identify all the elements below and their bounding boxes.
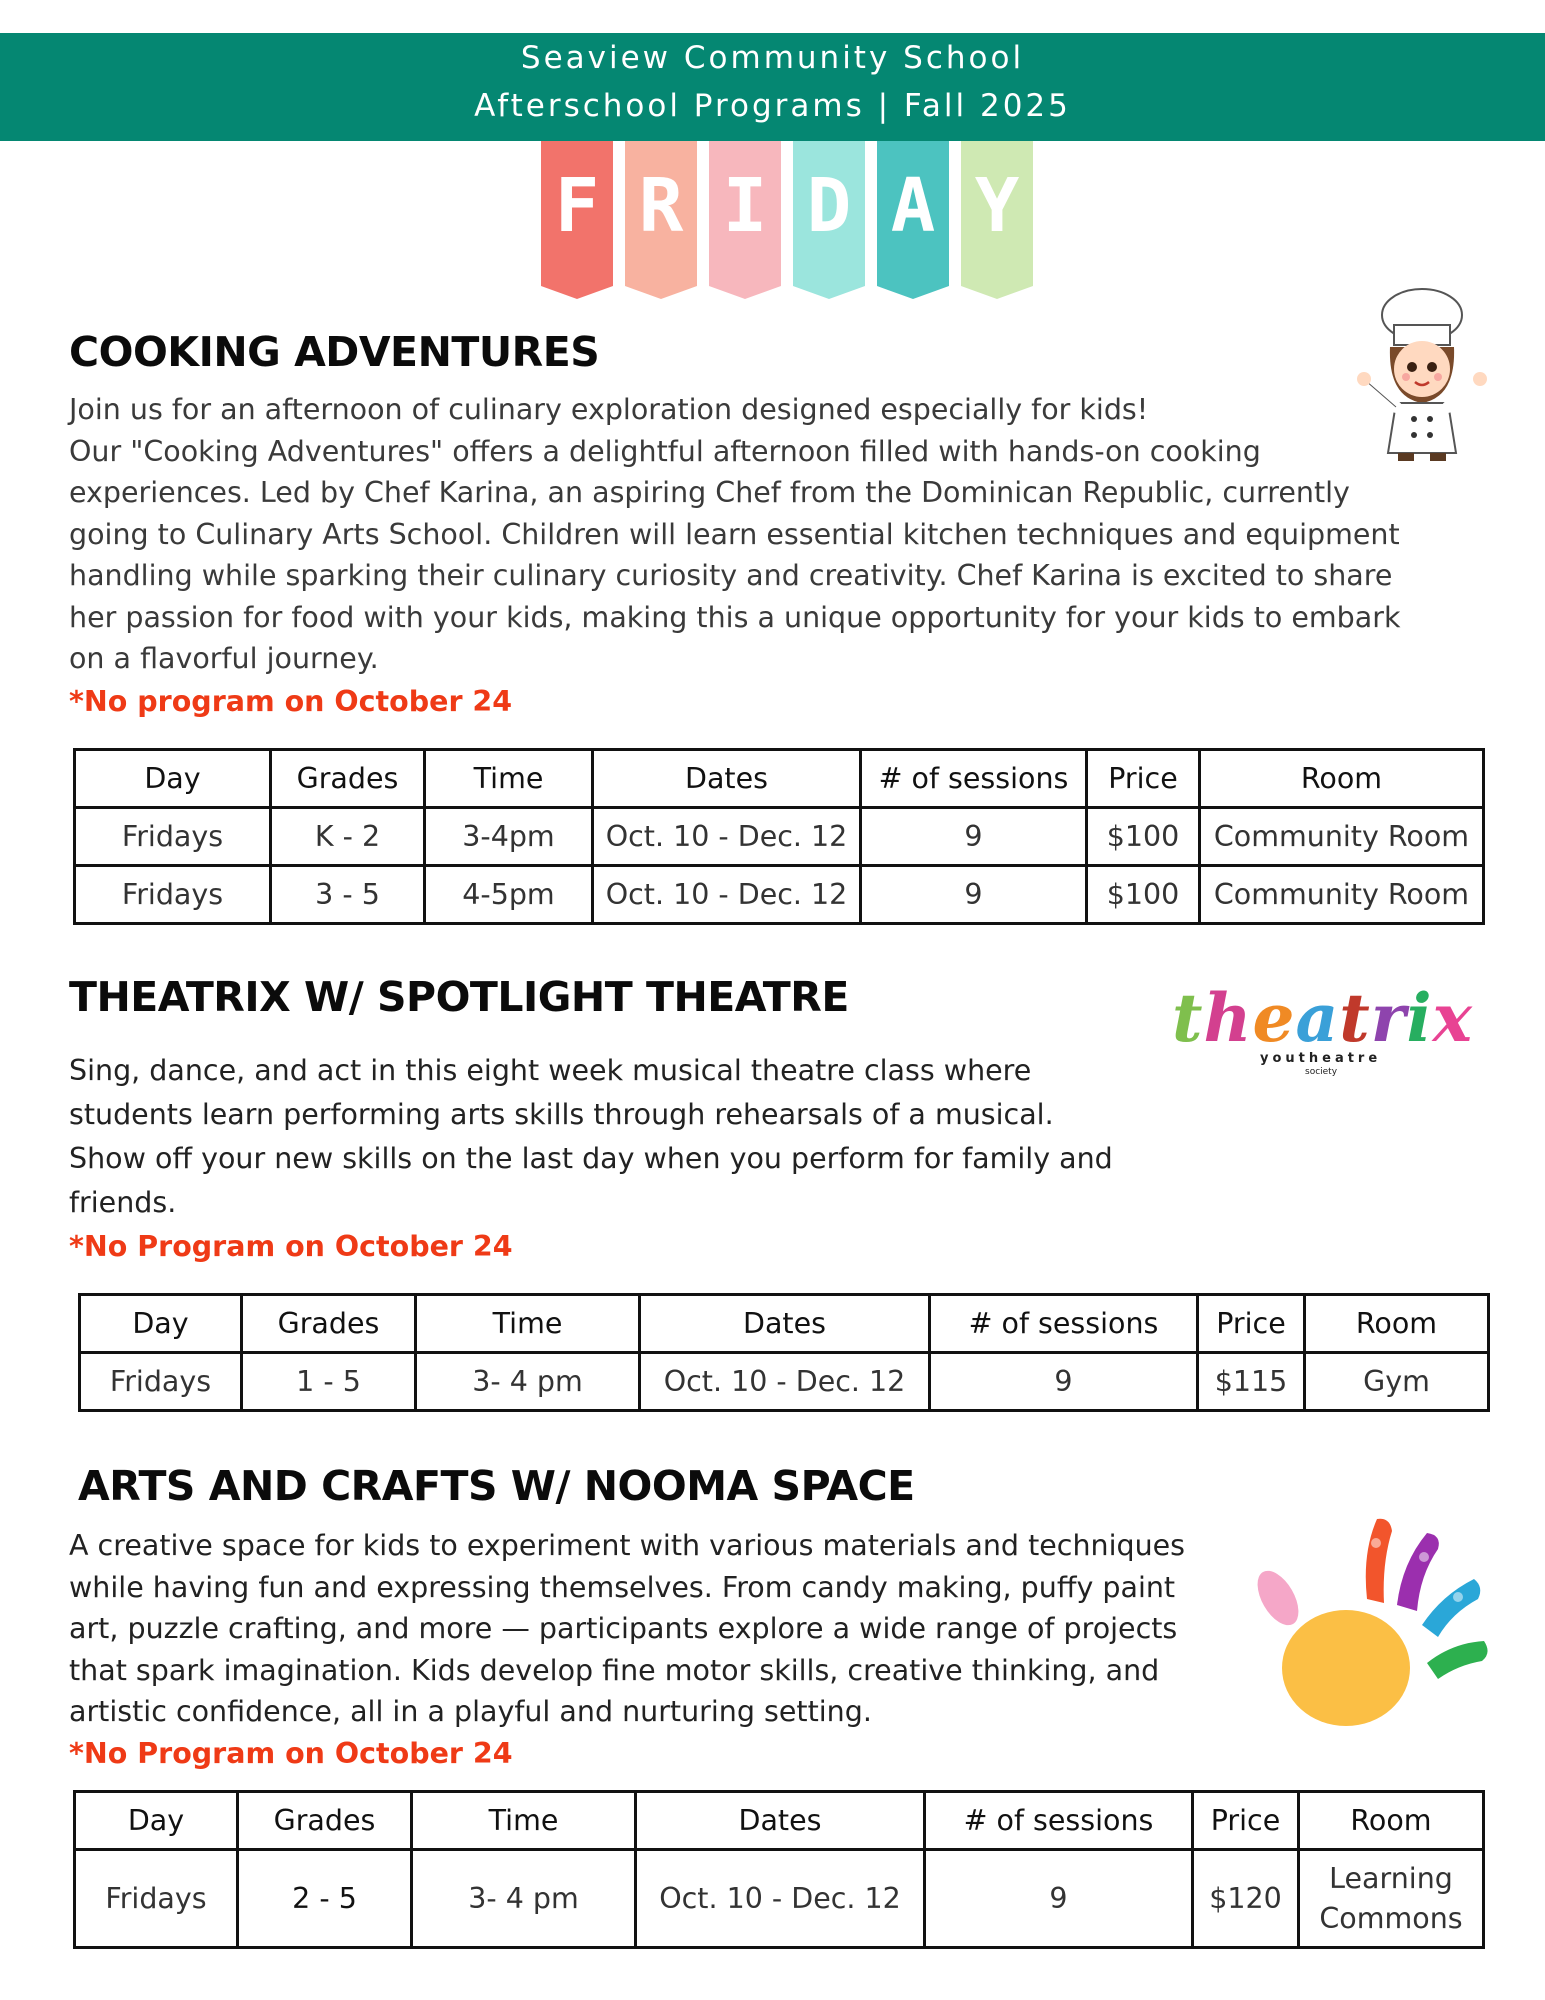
program-title: Afterschool Programs | Fall 2025: [474, 88, 1071, 124]
table-cell: Oct. 10 - Dec. 12: [593, 866, 861, 924]
table-cell: Oct. 10 - Dec. 12: [636, 1850, 925, 1948]
paragraph-line: Sing, dance, and act in this eight week musical theatre class where: [69, 1054, 1032, 1087]
column-header: Dates: [636, 1792, 925, 1850]
paragraph-line: her passion for food with your kids, making this a unique opportunity for your kids to embark: [69, 600, 1401, 634]
table-cell: 3- 4 pm: [416, 1353, 640, 1411]
paragraph-line: Show off your new skills on the last day when you perform for family and: [69, 1142, 1113, 1175]
section-title-theatrix: THEATRIX W/ SPOTLIGHT THEATRE: [69, 973, 849, 1021]
cooking-note: *No program on October 24: [69, 685, 513, 718]
handprint-illustration: [1252, 1513, 1492, 1728]
column-header: Time: [425, 750, 593, 808]
column-header: Time: [416, 1295, 640, 1353]
column-header: # of sessions: [925, 1792, 1193, 1850]
theatrix-description: [69, 1049, 1113, 1225]
column-header: Dates: [593, 750, 861, 808]
table-header-row: [80, 1295, 1489, 1353]
table-cell: 9: [925, 1850, 1193, 1948]
table-cell: 3 - 5: [271, 866, 425, 924]
table-cell: 1 - 5: [242, 1353, 416, 1411]
paragraph-line: A creative space for kids to experiment with various materials and techniques: [69, 1529, 1186, 1562]
pennant-letter: I: [709, 141, 781, 299]
table-cell: Fridays: [75, 808, 271, 866]
column-header: Grades: [238, 1792, 412, 1850]
table-cell: Fridays: [75, 866, 271, 924]
pennant-letter: F: [541, 141, 613, 299]
logo-subtitle: youtheatre: [1260, 1051, 1382, 1066]
paragraph-line: experiences. Led by Chef Karina, an aspiring Chef from the Dominican Republic, currently: [69, 476, 1350, 509]
paragraph-line: handling while sparking their culinary curiosity and creativity. Chef Karina is excited to share: [69, 559, 1393, 592]
table-cell: Community Room: [1200, 808, 1484, 866]
pennant-letter: A: [877, 141, 949, 299]
column-header: Price: [1193, 1792, 1299, 1850]
table-header-row: [75, 1792, 1484, 1850]
pennant-letter: R: [625, 141, 697, 299]
column-header: Room: [1299, 1792, 1484, 1850]
column-header: Dates: [640, 1295, 930, 1353]
table-cell: Oct. 10 - Dec. 12: [640, 1353, 930, 1411]
theatrix-note: *No Program on October 24: [69, 1230, 513, 1263]
paragraph-line: Join us for an afternoon of culinary exploration designed especially for kids!: [69, 393, 1149, 426]
column-header: # of sessions: [930, 1295, 1198, 1353]
paragraph-line: friends.: [69, 1186, 177, 1219]
table-cell: 9: [861, 866, 1087, 924]
paragraph-line: art, puzzle crafting, and more — participants explore a wide range of projects: [69, 1612, 1178, 1645]
paragraph-line: students learn performing arts skills through rehearsals of a musical.: [69, 1098, 1054, 1131]
paragraph-line: while having fun and expressing themselves. From candy making, puffy paint: [69, 1570, 1176, 1604]
arts-description: [69, 1525, 1185, 1733]
logo-society: society: [1305, 1067, 1338, 1077]
column-header: Day: [75, 750, 271, 808]
table-cell: $120: [1193, 1850, 1299, 1948]
table-cell: 3- 4 pm: [412, 1850, 636, 1948]
table-row: [75, 808, 1484, 866]
cooking-schedule-table: [73, 748, 1485, 925]
column-header: Day: [80, 1295, 242, 1353]
table-cell: Oct. 10 - Dec. 12: [593, 808, 861, 866]
paragraph-line: artistic confidence, all in a playful and nurturing setting.: [69, 1695, 872, 1728]
column-header: # of sessions: [861, 750, 1087, 808]
column-header: Time: [412, 1792, 636, 1850]
section-title-arts: ARTS AND CRAFTS W/ NOOMA SPACE: [78, 1462, 915, 1510]
table-row: [75, 1850, 1484, 1948]
table-cell: Gym: [1305, 1353, 1489, 1411]
paragraph-line: that spark imagination. Kids develop fine motor skills, creative thinking, and: [69, 1653, 1160, 1687]
table-cell: 9: [930, 1353, 1198, 1411]
theatrix-schedule-table: [78, 1293, 1490, 1412]
chef-illustration: [1352, 285, 1492, 461]
column-header: Day: [75, 1792, 238, 1850]
table-cell: Community Room: [1200, 866, 1484, 924]
cooking-description: [69, 389, 1400, 680]
table-cell: 3-4pm: [425, 808, 593, 866]
table-cell: Fridays: [75, 1850, 238, 1948]
paragraph-line: on a flavorful journey.: [69, 642, 379, 675]
table-cell: 4-5pm: [425, 866, 593, 924]
arts-schedule-table: [73, 1790, 1485, 1949]
column-header: Room: [1200, 750, 1484, 808]
section-title-cooking: COOKING ADVENTURES: [69, 328, 600, 376]
pennant-letter: Y: [961, 141, 1033, 299]
table-cell: 9: [861, 808, 1087, 866]
school-name: Seaview Community School: [520, 40, 1025, 76]
table-cell: $100: [1087, 808, 1200, 866]
column-header: Price: [1198, 1295, 1305, 1353]
table-header-row: [75, 750, 1484, 808]
column-header: Grades: [242, 1295, 416, 1353]
paragraph-line: Our "Cooking Adventures" offers a delightful afternoon filled with hands-on cooking: [69, 434, 1261, 468]
table-cell: Learning Commons: [1299, 1850, 1484, 1948]
theatrix-logo: theatrix youtheatre society: [1172, 979, 1473, 1077]
column-header: Room: [1305, 1295, 1489, 1353]
column-header: Price: [1087, 750, 1200, 808]
table-cell: $115: [1198, 1353, 1305, 1411]
table-row: [75, 866, 1484, 924]
table-cell: $100: [1087, 866, 1200, 924]
paragraph-line: going to Culinary Arts School. Children will learn essential kitchen techniques and equipment: [69, 517, 1400, 551]
arts-note: *No Program on October 24: [69, 1737, 513, 1770]
table-cell: K - 2: [271, 808, 425, 866]
header-band: [0, 33, 1545, 141]
table-cell: 2 - 5: [238, 1850, 412, 1948]
column-header: Grades: [271, 750, 425, 808]
pennant-letter: D: [793, 141, 865, 299]
table-row: [80, 1353, 1489, 1411]
table-cell: Fridays: [80, 1353, 242, 1411]
